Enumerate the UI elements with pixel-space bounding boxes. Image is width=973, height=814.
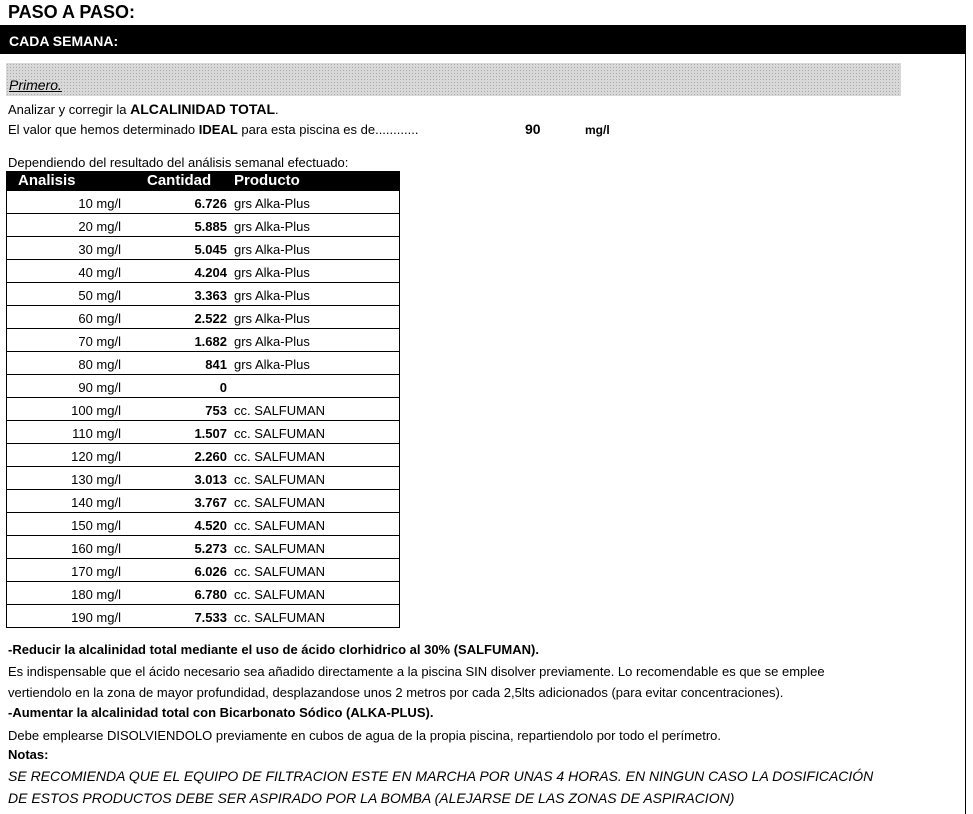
cell-analisis: 180 mg/l [71, 587, 121, 602]
header-analisis: Analisis [18, 172, 76, 189]
cell-analisis: 50 mg/l [78, 288, 121, 303]
ideal-value: 90 [525, 121, 541, 137]
table-row [6, 237, 400, 260]
cell-analisis: 130 mg/l [71, 472, 121, 487]
table-header [6, 171, 400, 191]
cell-producto: cc. SALFUMAN [234, 541, 326, 556]
cell-cantidad: 1.507 [194, 426, 227, 441]
cell-cantidad: 0 [219, 380, 227, 395]
cell-producto: cc. SALFUMAN [234, 472, 326, 487]
cell-cantidad: 753 [205, 403, 227, 418]
table-row [6, 191, 400, 214]
cell-analisis: 150 mg/l [71, 518, 121, 533]
table-row [6, 582, 400, 605]
cell-cantidad: 2.260 [194, 449, 227, 464]
table-row [6, 329, 400, 352]
cell-cantidad: 6.726 [194, 196, 227, 211]
cell-analisis: 60 mg/l [78, 311, 121, 326]
table-row [6, 444, 400, 467]
ideal-suffix: para esta piscina es de............ [237, 122, 419, 137]
page-title: PASO A PASO: [8, 2, 136, 22]
cell-analisis: 70 mg/l [78, 334, 121, 349]
table-row [6, 467, 400, 490]
ideal-highlight: IDEAL [198, 122, 238, 137]
cell-analisis: 190 mg/l [71, 610, 121, 625]
table-row [6, 398, 400, 421]
cell-analisis: 100 mg/l [71, 403, 121, 418]
header-cantidad: Cantidad [147, 172, 212, 189]
section-header-bar [0, 25, 965, 54]
cell-analisis: 40 mg/l [78, 265, 121, 280]
header-producto: Producto [234, 172, 300, 189]
cell-producto: cc. SALFUMAN [234, 426, 326, 441]
cell-producto: cc. SALFUMAN [234, 610, 326, 625]
cell-cantidad: 7.533 [194, 610, 227, 625]
cell-analisis: 170 mg/l [71, 564, 121, 579]
cell-analisis: 90 mg/l [78, 380, 121, 395]
table-row [6, 536, 400, 559]
ideal-unit: mg/l [585, 123, 610, 137]
notas-label: Notas: [8, 747, 49, 762]
instruction-highlight: ALCALINIDAD TOTAL [130, 101, 276, 117]
cell-cantidad: 4.520 [194, 518, 227, 533]
cell-producto: cc. SALFUMAN [234, 449, 326, 464]
cell-cantidad: 5.045 [194, 242, 227, 257]
notas-text-2: DE ESTOS PRODUCTOS DEBE SER ASPIRADO POR LA BOMBA (ALEJARSE DE LAS ZONAS DE ASPIRACION) [8, 790, 735, 806]
cell-cantidad: 2.522 [194, 311, 227, 326]
cell-analisis: 80 mg/l [78, 357, 121, 372]
right-border [965, 25, 966, 814]
table-row [6, 421, 400, 444]
cell-analisis: 110 mg/l [72, 426, 121, 441]
table-row [6, 605, 400, 628]
cell-producto: grs Alka-Plus [234, 265, 310, 280]
dependiendo-text: Dependiendo del resultado del análisis semanal efectuado: [8, 155, 349, 170]
ideal-prefix: El valor que hemos determinado [8, 122, 199, 137]
table-row [6, 214, 400, 237]
table-row [6, 283, 400, 306]
cell-cantidad: 3.013 [194, 472, 227, 487]
table-row [6, 306, 400, 329]
table-row [6, 260, 400, 283]
cell-producto: cc. SALFUMAN [234, 403, 326, 418]
instruction-suffix: . [275, 102, 279, 117]
cell-cantidad: 6.780 [194, 587, 227, 602]
cell-cantidad: 841 [205, 357, 227, 372]
step-label: Primero. [9, 77, 62, 93]
cell-cantidad: 3.767 [194, 495, 227, 510]
cell-producto: cc. SALFUMAN [234, 564, 326, 579]
aumentar-text: Debe emplearse DISOLVIENDOLO previamente en cubos de agua de la propia piscina, repartiendolo por todo el perímetro. [8, 728, 721, 743]
notas-text-1: SE RECOMIENDA QUE EL EQUIPO DE FILTRACION ESTE EN MARCHA POR UNAS 4 HORAS. EN NINGUN CASO LA DOSIFICACIÓN [8, 768, 874, 784]
cell-cantidad: 6.026 [194, 564, 227, 579]
cell-analisis: 10 mg/l [78, 196, 121, 211]
cell-producto: grs Alka-Plus [234, 196, 310, 211]
cell-producto: cc. SALFUMAN [234, 518, 326, 533]
cell-producto: grs Alka-Plus [234, 288, 310, 303]
reducir-title: -Reducir la alcalinidad total mediante el uso de ácido clorhidrico al 30% (SALFUMAN). [8, 642, 539, 657]
cell-cantidad: 5.273 [194, 541, 227, 556]
cell-cantidad: 3.363 [194, 288, 227, 303]
reducir-text-2: vertiendolo en la zona de mayor profundidad, desplazandose unos 2 metros por cada 2,5lts adicionados (para evitar concentraciones). [8, 685, 784, 700]
table-row [6, 490, 400, 513]
step-band [6, 63, 901, 96]
cell-producto: grs Alka-Plus [234, 242, 310, 257]
cell-cantidad: 4.204 [194, 265, 227, 280]
instruction-prefix: Analizar y corregir la [8, 102, 131, 117]
dosage-table-body [6, 191, 400, 628]
cell-analisis: 160 mg/l [71, 541, 121, 556]
cell-analisis: 20 mg/l [78, 219, 121, 234]
cell-producto: cc. SALFUMAN [234, 495, 326, 510]
cell-producto: grs Alka-Plus [234, 357, 310, 372]
section-title: CADA SEMANA: [9, 33, 119, 49]
instruction-line [8, 101, 279, 117]
cell-cantidad: 1.682 [194, 334, 227, 349]
reducir-text-1: Es indispensable que el ácido necesario sea añadido directamente a la piscina SIN disolver previamente. Lo recomendable es que se emplee [8, 664, 825, 679]
cell-analisis: 140 mg/l [71, 495, 121, 510]
ideal-line [8, 122, 418, 137]
table-row [6, 513, 400, 536]
cell-cantidad: 5.885 [194, 219, 227, 234]
cell-analisis: 120 mg/l [71, 449, 121, 464]
table-row [6, 352, 400, 375]
cell-producto: grs Alka-Plus [234, 334, 310, 349]
cell-producto: grs Alka-Plus [234, 311, 310, 326]
aumentar-title: -Aumentar la alcalinidad total con Bicarbonato Sódico (ALKA-PLUS). [8, 705, 434, 720]
cell-producto: cc. SALFUMAN [234, 587, 326, 602]
cell-producto: grs Alka-Plus [234, 219, 310, 234]
table-row [6, 559, 400, 582]
cell-analisis: 30 mg/l [78, 242, 121, 257]
table-row [6, 375, 400, 398]
